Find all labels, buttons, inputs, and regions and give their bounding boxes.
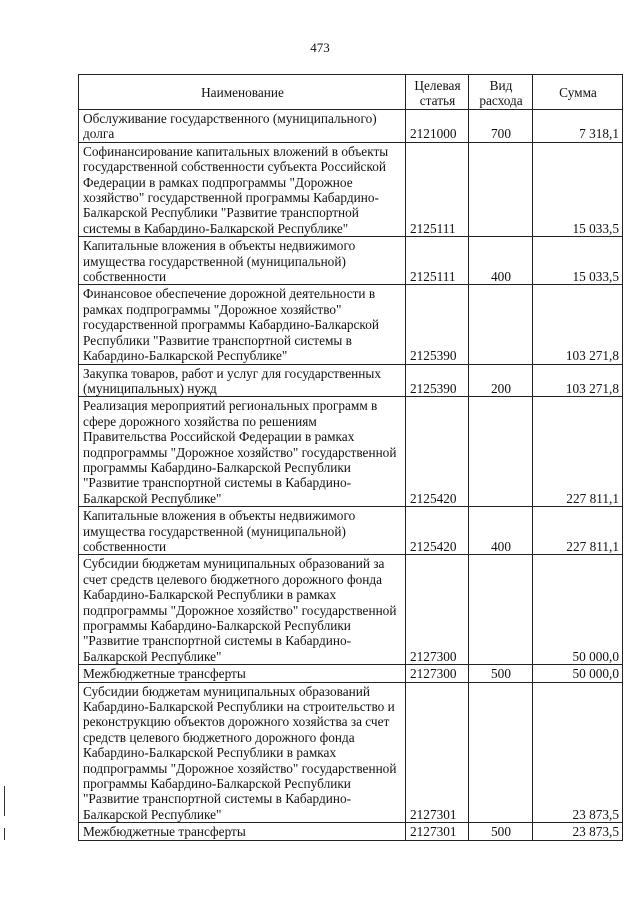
column-header-code: Целевая статья — [406, 75, 469, 110]
name-cell: Межбюджетные трансферты — [79, 823, 406, 840]
type-cell — [469, 285, 533, 364]
code-cell: 2125390 — [406, 285, 469, 364]
name-cell: Закупка товаров, работ и услуг для государственных (муниципальных) нужд — [79, 364, 406, 397]
name-cell: Субсидии бюджетам муниципальных образований за счет средств целевого бюджетного дорожного фонда Кабардино-Балкарской Республики в рамках подпрограммы "Дорожное хозяйство" государственной программы Кабардино-Балкарской Республики "Развитие транспортной системы в Кабардино-Балкарской Республике" — [79, 555, 406, 665]
name-cell: Обслуживание государственного (муниципального) долга — [79, 110, 406, 143]
code-cell: 2125390 — [406, 364, 469, 397]
margin-mark — [4, 786, 5, 816]
sum-cell: 50 000,0 — [533, 665, 623, 682]
code-cell: 2125111 — [406, 142, 469, 236]
table-row — [79, 142, 623, 236]
name-cell: Капитальные вложения в объекты недвижимого имущества государственной (муниципальной) собственности — [79, 237, 406, 285]
type-cell: 400 — [469, 237, 533, 285]
code-cell: 2125111 — [406, 237, 469, 285]
table-row — [79, 507, 623, 555]
table-row — [79, 397, 623, 507]
name-cell: Субсидии бюджетам муниципальных образований Кабардино-Балкарской Республики на строительство и реконструкцию объектов дорожного хозяйства за счет средств целевого бюджетного дорожного фонда Кабардино-Балкарской Республики в рамках подпрограммы "Дорожное хозяйство" государственной программы Кабардино-Балкарской Республики "Развитие транспортной системы в Кабардино-Балкарской Республике" — [79, 682, 406, 823]
type-cell: 700 — [469, 110, 533, 143]
budget-table — [78, 74, 623, 841]
column-header-sum: Сумма — [533, 75, 623, 110]
sum-cell: 7 318,1 — [533, 110, 623, 143]
margin-mark — [4, 828, 5, 840]
code-cell: 2127300 — [406, 665, 469, 682]
table-row — [79, 364, 623, 397]
code-cell: 2127301 — [406, 682, 469, 823]
code-cell: 2125420 — [406, 507, 469, 555]
sum-cell: 103 271,8 — [533, 364, 623, 397]
type-cell: 400 — [469, 507, 533, 555]
table-row — [79, 682, 623, 823]
code-cell: 2127300 — [406, 555, 469, 665]
table-row — [79, 110, 623, 143]
code-cell: 2125420 — [406, 397, 469, 507]
table-row — [79, 555, 623, 665]
type-cell — [469, 682, 533, 823]
table-row — [79, 237, 623, 285]
type-cell — [469, 397, 533, 507]
table-row — [79, 665, 623, 682]
sum-cell: 227 811,1 — [533, 507, 623, 555]
sum-cell: 15 033,5 — [533, 237, 623, 285]
sum-cell: 23 873,5 — [533, 823, 623, 840]
table-header-row — [79, 75, 623, 110]
name-cell: Реализация мероприятий региональных программ в сфере дорожного хозяйства по решениям Правительства Российской Федерации в рамках подпрограммы "Дорожное хозяйство" государственной программы Кабардино-Балкарской Республики "Развитие транспортной системы в Кабардино-Балкарской Республике" — [79, 397, 406, 507]
type-cell — [469, 555, 533, 665]
page-number: 473 — [310, 40, 330, 55]
type-cell: 500 — [469, 823, 533, 840]
code-cell: 2121000 — [406, 110, 469, 143]
column-header-name: Наименование — [79, 75, 406, 110]
sum-cell: 103 271,8 — [533, 285, 623, 364]
sum-cell: 50 000,0 — [533, 555, 623, 665]
sum-cell: 227 811,1 — [533, 397, 623, 507]
table-row — [79, 823, 623, 840]
table-row — [79, 285, 623, 364]
sum-cell: 23 873,5 — [533, 682, 623, 823]
name-cell: Финансовое обеспечение дорожной деятельности в рамках подпрограммы "Дорожное хозяйство" государственной программы Кабардино-Балкарской Республики "Развитие транспортной системы в Кабардино-Балкарской Республике" — [79, 285, 406, 364]
column-header-type: Вид расхода — [469, 75, 533, 110]
name-cell: Софинансирование капитальных вложений в объекты государственной собственности субъекта Российской Федерации в рамках подпрограммы "Дорожное хозяйство" государственной программы Кабардино-Балкарской Республики "Развитие транспортной системы в Кабардино-Балкарской Республике" — [79, 142, 406, 236]
type-cell: 200 — [469, 364, 533, 397]
name-cell: Межбюджетные трансферты — [79, 665, 406, 682]
type-cell: 500 — [469, 665, 533, 682]
sum-cell: 15 033,5 — [533, 142, 623, 236]
code-cell: 2127301 — [406, 823, 469, 840]
type-cell — [469, 142, 533, 236]
name-cell: Капитальные вложения в объекты недвижимого имущества государственной (муниципальной) собственности — [79, 507, 406, 555]
